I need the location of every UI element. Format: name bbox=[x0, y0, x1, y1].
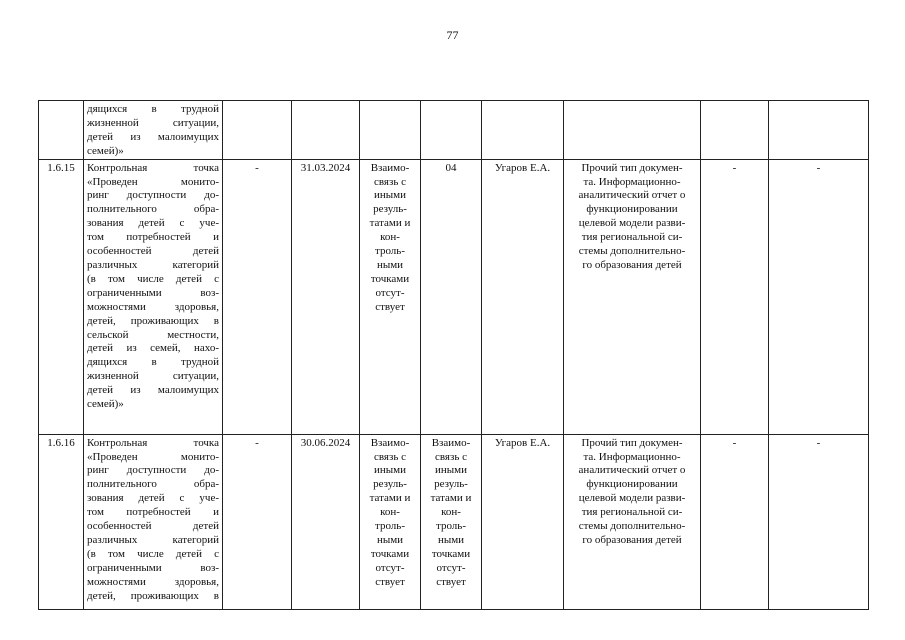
cell-link-next bbox=[421, 434, 482, 609]
link-line: ствует bbox=[436, 575, 466, 588]
name-line: особенностей детей bbox=[87, 245, 219, 258]
link-line: связь с bbox=[374, 450, 406, 463]
cell-start: - bbox=[223, 159, 292, 434]
table-row bbox=[39, 159, 869, 434]
name-line: можностями здоровья, bbox=[87, 300, 219, 313]
result-line: стемы дополнительно- bbox=[578, 245, 686, 258]
name-line: Контрольная точка bbox=[87, 161, 219, 174]
link-line: отсут- bbox=[375, 286, 405, 299]
link-line: резуль- bbox=[373, 478, 407, 491]
name-line: детей из малоимущих bbox=[87, 384, 219, 397]
name-line: дящихся в трудной bbox=[87, 356, 219, 369]
link-line: ными bbox=[376, 258, 404, 271]
result-line: тия региональной си- bbox=[581, 506, 683, 519]
name-line: «Проведен монито- bbox=[87, 175, 219, 188]
link-line: иными bbox=[373, 189, 406, 202]
cell-responsible: Угаров Е.А. bbox=[482, 434, 564, 609]
name-line: различных категорий bbox=[87, 258, 219, 271]
name-line: детей из малоимущих bbox=[87, 130, 219, 143]
link-line: татами и bbox=[369, 492, 411, 505]
cell-col9: - bbox=[701, 434, 769, 609]
name-line: зования детей с уче- bbox=[87, 492, 219, 505]
link-line: точками bbox=[370, 547, 410, 560]
cell-responsible bbox=[482, 101, 564, 160]
link-line: троль- bbox=[436, 520, 466, 533]
table-row bbox=[39, 434, 869, 609]
name-line: зования детей с уче- bbox=[87, 217, 219, 230]
link-line: Взаимо- bbox=[370, 161, 410, 174]
link-line: точками bbox=[370, 272, 410, 285]
name-line: детей, проживающих в bbox=[87, 589, 219, 602]
cell-result bbox=[564, 159, 701, 434]
name-line: «Проведен монито- bbox=[87, 450, 219, 463]
table-row bbox=[39, 101, 869, 160]
link-line: ствует bbox=[375, 300, 405, 313]
result-line: целевой модели разви- bbox=[578, 492, 686, 505]
cell-col9: - bbox=[701, 159, 769, 434]
name-line: том потребностей и bbox=[87, 231, 219, 244]
cell-link-prev bbox=[360, 434, 421, 609]
result-line: Прочий тип докумен- bbox=[581, 436, 683, 449]
cell-result bbox=[564, 101, 701, 160]
name-line: семей)» bbox=[87, 144, 124, 157]
cell-name bbox=[84, 434, 223, 609]
name-line: дящихся в трудной bbox=[87, 103, 219, 115]
link-line: точками bbox=[431, 547, 471, 560]
cell-link-prev bbox=[360, 101, 421, 160]
link-line: троль- bbox=[375, 245, 405, 258]
cell-col9 bbox=[701, 101, 769, 160]
name-line: детей, проживающих в bbox=[87, 314, 219, 327]
result-line: го образования детей bbox=[582, 258, 682, 271]
link-line: кон- bbox=[380, 231, 400, 244]
cell-link-prev bbox=[360, 159, 421, 434]
cell-name bbox=[84, 101, 223, 160]
name-line: (в том числе детей с bbox=[87, 272, 219, 285]
link-line: ными bbox=[376, 533, 404, 546]
name-line: полнительного обра- bbox=[87, 203, 219, 216]
result-line: стемы дополнительно- bbox=[578, 520, 686, 533]
name-line: полнительного обра- bbox=[87, 478, 219, 491]
cell-col10 bbox=[769, 101, 869, 160]
cell-number: 1.6.15 bbox=[39, 159, 84, 434]
name-line: особенностей детей bbox=[87, 520, 219, 533]
cell-number: 1.6.16 bbox=[39, 434, 84, 609]
link-line: Взаимо- bbox=[370, 436, 410, 449]
link-line: связь с bbox=[435, 450, 467, 463]
link-line: резуль- bbox=[434, 478, 468, 491]
link-line: 04 bbox=[445, 161, 457, 174]
cell-start: - bbox=[223, 434, 292, 609]
name-line: различных категорий bbox=[87, 533, 219, 546]
result-line: целевой модели разви- bbox=[578, 217, 686, 230]
result-line: аналитический отчет о bbox=[578, 189, 686, 202]
name-line: ринг доступности до- bbox=[87, 189, 219, 202]
plan-table bbox=[38, 100, 869, 610]
name-line: семей)» bbox=[87, 398, 124, 411]
cell-end: 31.03.2024 bbox=[292, 159, 360, 434]
name-line: сельской местности, bbox=[87, 328, 219, 341]
name-line: жизненной ситуации, bbox=[87, 116, 219, 129]
cell-end: 30.06.2024 bbox=[292, 434, 360, 609]
page-number: 77 bbox=[446, 28, 459, 42]
link-line: кон- bbox=[441, 506, 461, 519]
link-line: иными bbox=[434, 464, 467, 477]
name-line: ограниченными воз- bbox=[87, 561, 219, 574]
cell-link-next bbox=[421, 159, 482, 434]
cell-name bbox=[84, 159, 223, 434]
link-line: троль- bbox=[375, 520, 405, 533]
result-line: го образования детей bbox=[582, 533, 682, 546]
link-line: отсут- bbox=[436, 561, 466, 574]
name-line: (в том числе детей с bbox=[87, 547, 219, 560]
result-line: тия региональной си- bbox=[581, 231, 683, 244]
link-line: иными bbox=[373, 464, 406, 477]
link-line: ствует bbox=[375, 575, 405, 588]
link-line: Взаимо- bbox=[431, 436, 471, 449]
name-line: жизненной ситуации, bbox=[87, 370, 219, 383]
name-line: ограниченными воз- bbox=[87, 286, 219, 299]
link-line: кон- bbox=[380, 506, 400, 519]
link-line: резуль- bbox=[373, 203, 407, 216]
cell-col10: - bbox=[769, 159, 869, 434]
cell-link-next bbox=[421, 101, 482, 160]
name-line: Контрольная точка bbox=[87, 436, 219, 449]
name-line: том потребностей и bbox=[87, 506, 219, 519]
link-line: татами и bbox=[430, 492, 472, 505]
result-line: функционировании bbox=[586, 203, 678, 216]
name-line: можностями здоровья, bbox=[87, 575, 219, 588]
result-line: та. Информационно- bbox=[583, 175, 681, 188]
name-line: детей из семей, нахо- bbox=[87, 342, 219, 355]
cell-number bbox=[39, 101, 84, 160]
result-line: Прочий тип докумен- bbox=[581, 161, 683, 174]
cell-col10: - bbox=[769, 434, 869, 609]
link-line: татами и bbox=[369, 217, 411, 230]
link-line: связь с bbox=[374, 175, 406, 188]
cell-start bbox=[223, 101, 292, 160]
result-line: аналитический отчет о bbox=[578, 464, 686, 477]
link-line: ными bbox=[437, 533, 465, 546]
cell-end bbox=[292, 101, 360, 160]
result-line: та. Информационно- bbox=[583, 450, 681, 463]
link-line: отсут- bbox=[375, 561, 405, 574]
cell-responsible: Угаров Е.А. bbox=[482, 159, 564, 434]
name-line: ринг доступности до- bbox=[87, 464, 219, 477]
cell-result bbox=[564, 434, 701, 609]
result-line: функционировании bbox=[586, 478, 678, 491]
